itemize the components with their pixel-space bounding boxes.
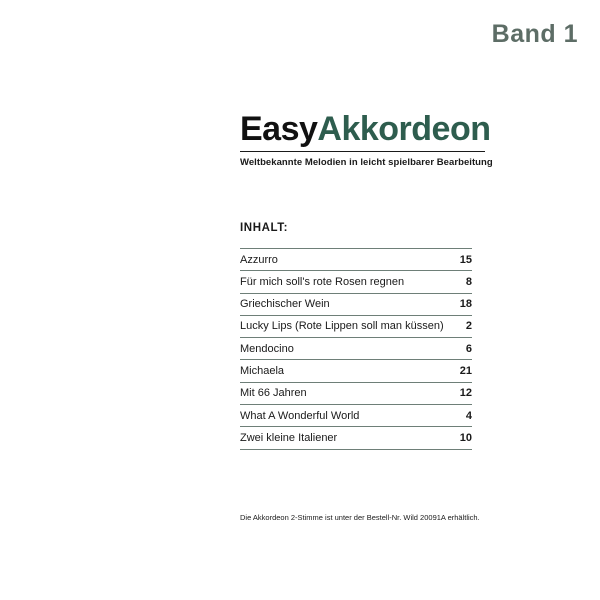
subtitle: Weltbekannte Melodien in leicht spielbarer Bearbeitung bbox=[240, 156, 493, 168]
song-title: Azzurro bbox=[240, 253, 278, 266]
table-row bbox=[240, 405, 472, 427]
song-page: 6 bbox=[465, 342, 472, 355]
title-divider bbox=[240, 151, 485, 152]
song-title: What A Wonderful World bbox=[240, 409, 360, 422]
song-page: 10 bbox=[459, 431, 472, 444]
footer-note: Die Akkordeon 2-Stimme ist unter der Bestell-Nr. Wild 20091A erhältlich. bbox=[240, 513, 480, 522]
song-title: Für mich soll's rote Rosen regnen bbox=[240, 275, 405, 288]
table-row bbox=[240, 271, 472, 293]
table-of-contents bbox=[240, 222, 472, 450]
toc-body bbox=[240, 249, 472, 450]
volume-label: Band 1 bbox=[491, 20, 578, 48]
song-title: Mendocino bbox=[240, 342, 294, 355]
song-page: 15 bbox=[459, 253, 472, 266]
song-title: Lucky Lips (Rote Lippen soll man küssen) bbox=[240, 320, 444, 333]
contents-heading: INHALT: bbox=[240, 222, 289, 234]
song-page: 8 bbox=[465, 275, 472, 288]
table-row bbox=[240, 293, 472, 315]
song-title: Mit 66 Jahren bbox=[240, 387, 307, 400]
table-row bbox=[240, 338, 472, 360]
song-page: 21 bbox=[459, 364, 472, 377]
table-row bbox=[240, 249, 472, 271]
title-part-akkordeon: Akkordeon bbox=[317, 110, 491, 148]
song-page: 4 bbox=[465, 409, 472, 422]
song-title: Griechischer Wein bbox=[240, 298, 330, 311]
song-title: Michaela bbox=[240, 364, 285, 377]
song-page: 2 bbox=[465, 320, 472, 333]
page-title bbox=[240, 110, 491, 148]
table-row bbox=[240, 315, 472, 337]
song-page: 12 bbox=[459, 387, 472, 400]
title-part-easy: Easy bbox=[240, 110, 318, 148]
song-page: 18 bbox=[459, 298, 472, 311]
table-row bbox=[240, 427, 472, 449]
table-row bbox=[240, 360, 472, 382]
table-row bbox=[240, 382, 472, 404]
toc-table bbox=[240, 248, 472, 450]
song-title: Zwei kleine Italiener bbox=[240, 431, 338, 444]
title-block bbox=[240, 110, 493, 168]
